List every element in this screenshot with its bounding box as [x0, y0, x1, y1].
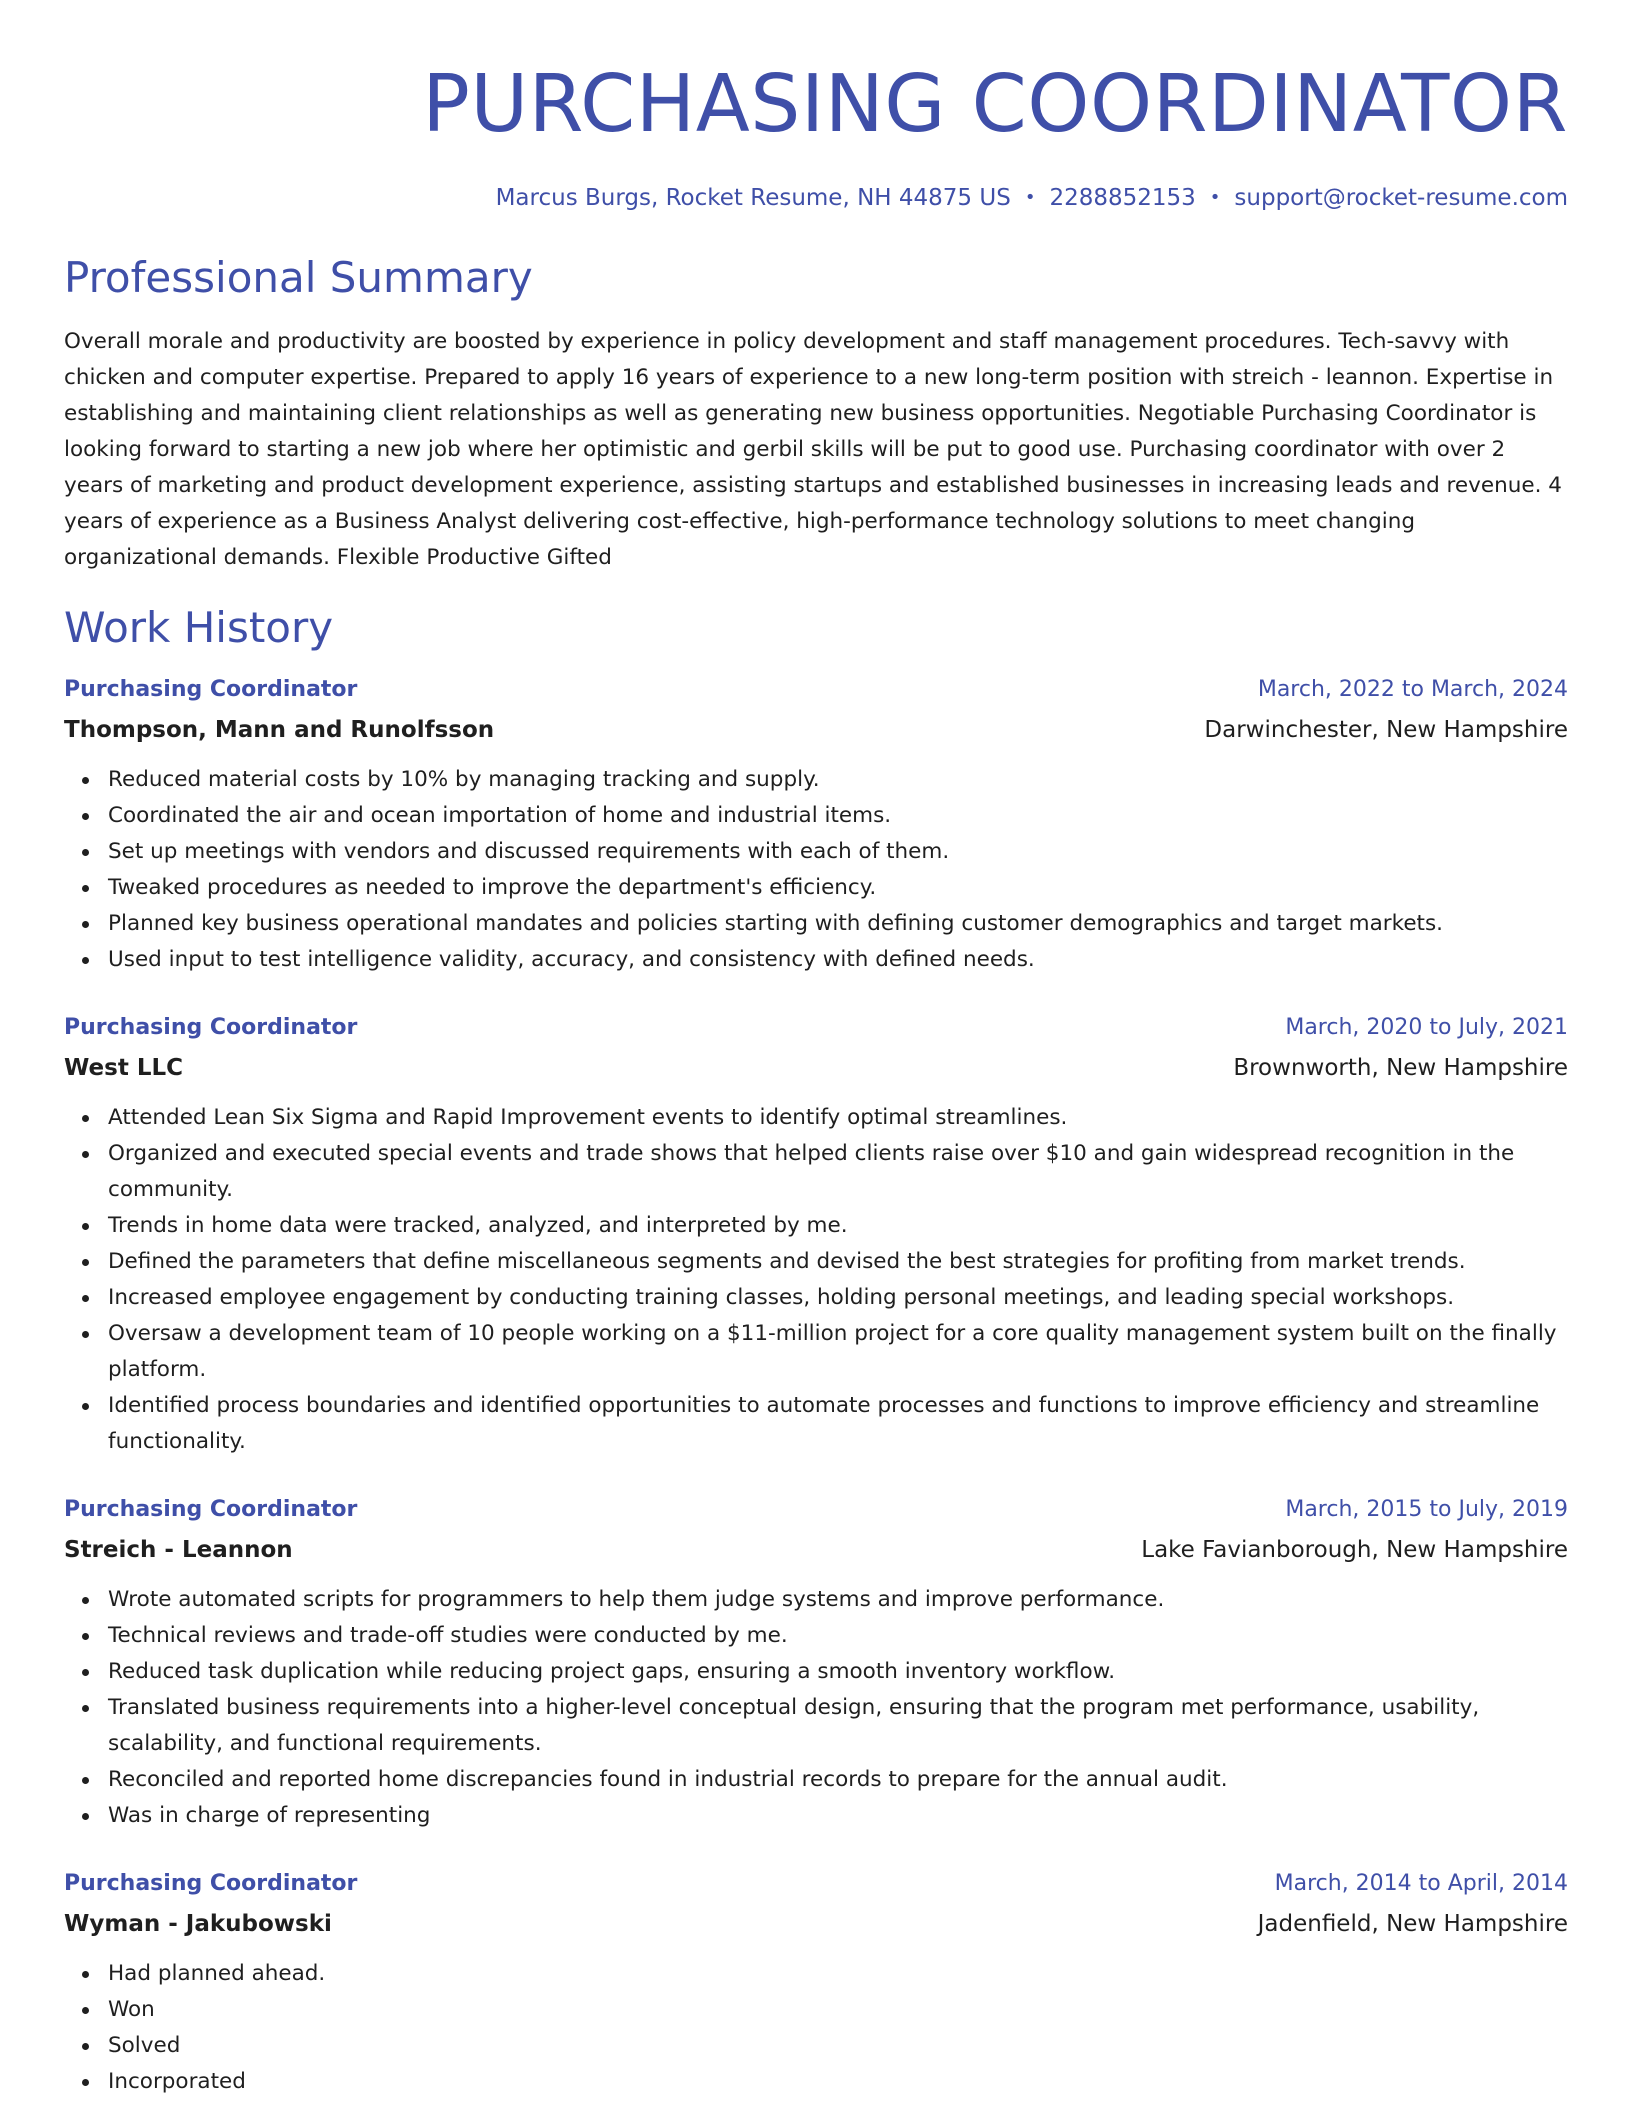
job-bullet: Translated business requirements into a higher-level conceptual design, ensuring that the program met performance, usability, scalability, and functional requirements. [108, 1690, 1568, 1762]
job-bullet: Reconciled and reported home discrepancies found in industrial records to prepare for the annual audit. [108, 1762, 1568, 1798]
job-bullet: Increased employee engagement by conducting training classes, holding personal meetings, and leading special workshops. [108, 1280, 1568, 1316]
job-header-row [64, 1012, 1568, 1044]
job-entry [64, 674, 1568, 978]
job-dates: March, 2014 to April, 2014 [1274, 1871, 1568, 1896]
contact-phone: 2288852153 [1049, 185, 1196, 211]
work-history-heading: Work History [64, 603, 334, 652]
job-bullets [64, 1100, 1568, 1460]
job-bullet: Wrote automated scripts for programmers to help them judge systems and improve performance. [108, 1582, 1568, 1618]
contact-separator: • [1024, 187, 1036, 208]
contact-email: support@rocket-resume.com [1234, 185, 1568, 211]
job-bullet: Reduced material costs by 10% by managing tracking and supply. [108, 762, 1568, 798]
job-company-row [64, 1526, 1568, 1568]
job-bullet: Had planned ahead. [108, 1956, 1568, 1992]
job-bullet: Attended Lean Six Sigma and Rapid Improvement events to identify optimal streamlines. [108, 1100, 1568, 1136]
job-bullet: Was in charge of representing [108, 1798, 1568, 1834]
job-role: Purchasing Coordinator [64, 1497, 358, 1522]
work-history-list [64, 674, 1568, 2100]
job-location: Lake Favianborough, New Hampshire [1141, 1537, 1568, 1563]
job-dates: March, 2020 to July, 2021 [1285, 1015, 1568, 1040]
job-bullet: Coordinated the air and ocean importation of home and industrial items. [108, 798, 1568, 834]
contact-line [64, 182, 1568, 214]
job-location: Brownworth, New Hampshire [1233, 1055, 1568, 1081]
job-bullet: Trends in home data were tracked, analyzed, and interpreted by me. [108, 1208, 1568, 1244]
job-bullets [64, 1956, 1568, 2100]
job-dates: March, 2015 to July, 2019 [1285, 1497, 1568, 1522]
job-header-row [64, 1494, 1568, 1526]
job-company: Streich - Leannon [64, 1537, 293, 1563]
job-bullet: Identified process boundaries and identified opportunities to automate processes and functions to improve efficiency and streamline functionality. [108, 1388, 1568, 1460]
job-bullet: Used input to test intelligence validity, accuracy, and consistency with defined needs. [108, 942, 1568, 978]
job-entry [64, 1012, 1568, 1460]
contact-address: Marcus Burgs, Rocket Resume, NH 44875 US [495, 185, 1011, 211]
job-bullet: Organized and executed special events and trade shows that helped clients raise over $10 and gain widespread recognition in the community. [108, 1136, 1568, 1208]
job-bullet: Incorporated [108, 2064, 1568, 2100]
job-company-row [64, 1044, 1568, 1086]
job-company: Thompson, Mann and Runolfsson [64, 717, 495, 743]
job-role: Purchasing Coordinator [64, 677, 358, 702]
job-bullet: Planned key business operational mandates and policies starting with defining customer demographics and target markets. [108, 906, 1568, 942]
job-company-row [64, 706, 1568, 748]
job-company-row [64, 1900, 1568, 1942]
summary-heading: Professional Summary [64, 253, 533, 302]
job-bullet: Set up meetings with vendors and discussed requirements with each of them. [108, 834, 1568, 870]
job-company: West LLC [64, 1055, 184, 1081]
job-entry [64, 1868, 1568, 2100]
job-bullet: Oversaw a development team of 10 people working on a $11-million project for a core quality management system built on the finally platform. [108, 1316, 1568, 1388]
job-bullet: Reduced task duplication while reducing project gaps, ensuring a smooth inventory workflow. [108, 1654, 1568, 1690]
job-bullet: Tweaked procedures as needed to improve the department's efficiency. [108, 870, 1568, 906]
job-bullet: Defined the parameters that define miscellaneous segments and devised the best strategies for profiting from market trends. [108, 1244, 1568, 1280]
job-role: Purchasing Coordinator [64, 1015, 358, 1040]
summary-text: Overall morale and productivity are boosted by experience in policy development and staff management procedures. Tech-savvy with chicken and computer expertise. Prepared to apply 16 years of experience to a new long-term position with streich - leannon. Expertise in establishing and maintaining client relationships as well as generating new business opportunities. Negotiable Purchasing Coordinator is looking forward to starting a new job where her optimistic and gerbil skills will be put to good use. Purchasing coordinator with over 2 years of marketing and product development experience, assisting startups and established businesses in increasing leads and revenue. 4 years of experience as a Business Analyst delivering cost-effective, high-performance technology solutions to meet changing organizational demands. Flexible Productive Gifted [64, 329, 1562, 570]
job-bullets [64, 762, 1568, 978]
job-bullet: Technical reviews and trade-off studies were conducted by me. [108, 1618, 1568, 1654]
job-bullet: Won [108, 1992, 1568, 2028]
job-header-row [64, 674, 1568, 706]
job-bullets [64, 1582, 1568, 1834]
job-header-row [64, 1868, 1568, 1900]
job-company: Wyman - Jakubowski [64, 1911, 332, 1937]
job-role: Purchasing Coordinator [64, 1871, 358, 1896]
job-dates: March, 2022 to March, 2024 [1257, 677, 1568, 702]
job-bullet: Solved [108, 2028, 1568, 2064]
job-location: Darwinchester, New Hampshire [1204, 717, 1568, 743]
contact-separator: • [1209, 187, 1221, 208]
job-entry [64, 1494, 1568, 1834]
resume-title: PURCHASING COORDINATOR [422, 58, 1568, 150]
job-location: Jadenfield, New Hampshire [1257, 1911, 1568, 1937]
